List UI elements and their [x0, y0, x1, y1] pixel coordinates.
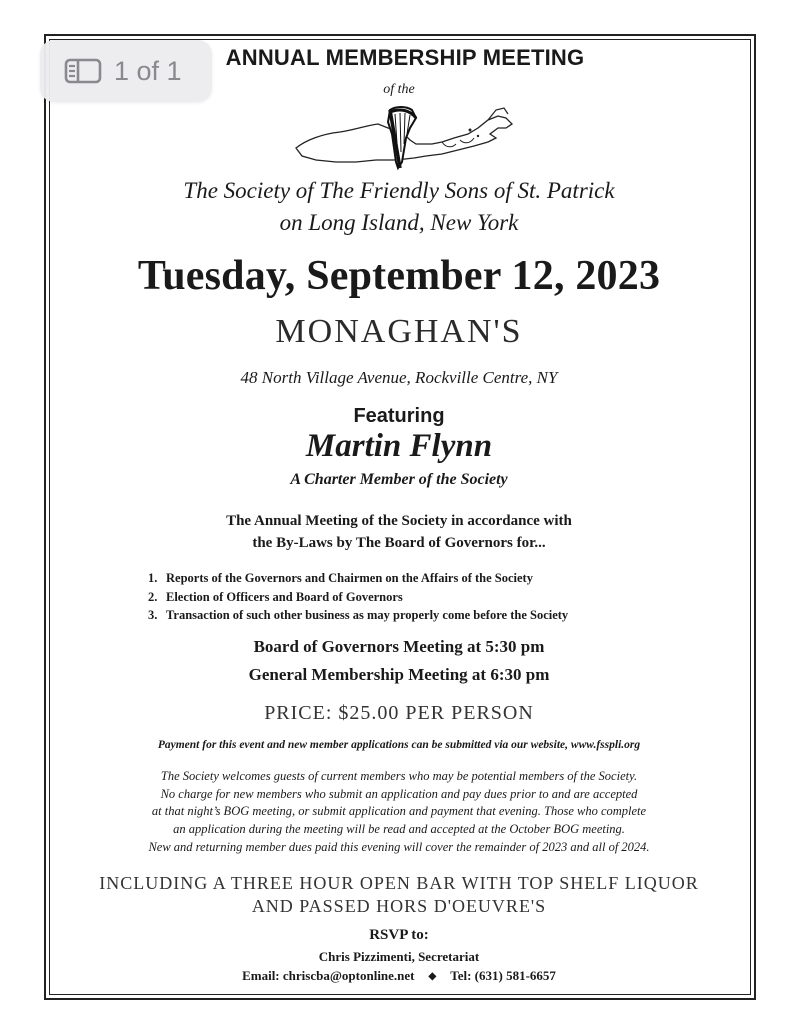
page-indicator[interactable] [40, 40, 212, 102]
page-indicator-label: 1 of 1 [114, 55, 182, 86]
board-meeting-time: Board of Governors Meeting at 5:30 pm [253, 637, 545, 656]
event-date: Tuesday, September 12, 2023 [137, 253, 661, 299]
contact-phone: Tel: (631) 581-6657 [450, 968, 556, 983]
welcome-line: The Society welcomes guests of current members who may be potential members of the Society. [160, 769, 638, 783]
welcome-line: No charge for new members who submit an application and pay dues prior to and are accepted [160, 786, 638, 801]
featuring-label: Featuring [353, 405, 445, 427]
agenda-item-text: Transaction of such other business as may properly come before the Society [166, 608, 569, 622]
welcome-paragraph [0, 768, 798, 857]
contact-details [0, 968, 798, 984]
agenda-item-number: 3. [148, 608, 158, 622]
long-island-harp-icon [292, 104, 524, 174]
contact-email: Email: chriscba@optonline.net [242, 968, 415, 983]
pages-icon [64, 58, 102, 84]
contact-name: Chris Pizzimenti, Secretariat [318, 949, 480, 964]
welcome-line: an application during the meeting will be read and accepted at the October BOG meeting. [173, 822, 625, 837]
welcome-line: at that night’s BOG meeting, or submit application and payment that evening. Those who complete [151, 804, 647, 819]
ticket-price: PRICE: $25.00 PER PERSON [264, 702, 534, 724]
speaker-name: Martin Flynn [305, 428, 493, 464]
open-bar-line2: AND PASSED HORS D'OEUVRE'S [251, 896, 547, 916]
agenda-item-text: Election of Officers and Board of Governors [166, 589, 403, 604]
agenda-item-text: Reports of the Governors and Chairmen on the Affairs of the Society [166, 571, 533, 585]
intro-line1: The Annual Meeting of the Society in accordance with [226, 513, 572, 529]
rsvp-label: RSVP to: [369, 927, 429, 943]
agenda-item-number: 2. [148, 589, 158, 604]
intro-line2: the By-Laws by The Board of Governors for... [252, 535, 546, 551]
venue-name: MONAGHAN'S [275, 313, 523, 350]
agenda-item [148, 571, 568, 590]
agenda-list [148, 571, 568, 627]
welcome-line: New and returning member dues paid this evening will cover the remainder of 2023 and all of 2024. [148, 839, 650, 854]
meeting-heading: ANNUAL MEMBERSHIP MEETING [225, 45, 585, 70]
agenda-item [148, 608, 568, 627]
payment-note: Payment for this event and new member applications can be submitted via our website, www.fsspli.org [157, 739, 641, 751]
venue-address: 48 North Village Avenue, Rockville Centre, NY [240, 368, 558, 387]
general-meeting-time: General Membership Meeting at 6:30 pm [248, 665, 550, 684]
speaker-title: A Charter Member of the Society [290, 471, 508, 488]
agenda-item-number: 1. [148, 571, 158, 585]
agenda-item [148, 590, 568, 609]
diamond-separator-icon: ◆ [428, 971, 437, 982]
society-name-line1: The Society of The Friendly Sons of St. Patrick [183, 178, 615, 203]
of-the-text: of the [383, 82, 415, 97]
open-bar-line1: INCLUDING A THREE HOUR OPEN BAR WITH TOP SHELF LIQUOR [99, 873, 699, 893]
society-name-line2: on Long Island, New York [279, 210, 519, 235]
